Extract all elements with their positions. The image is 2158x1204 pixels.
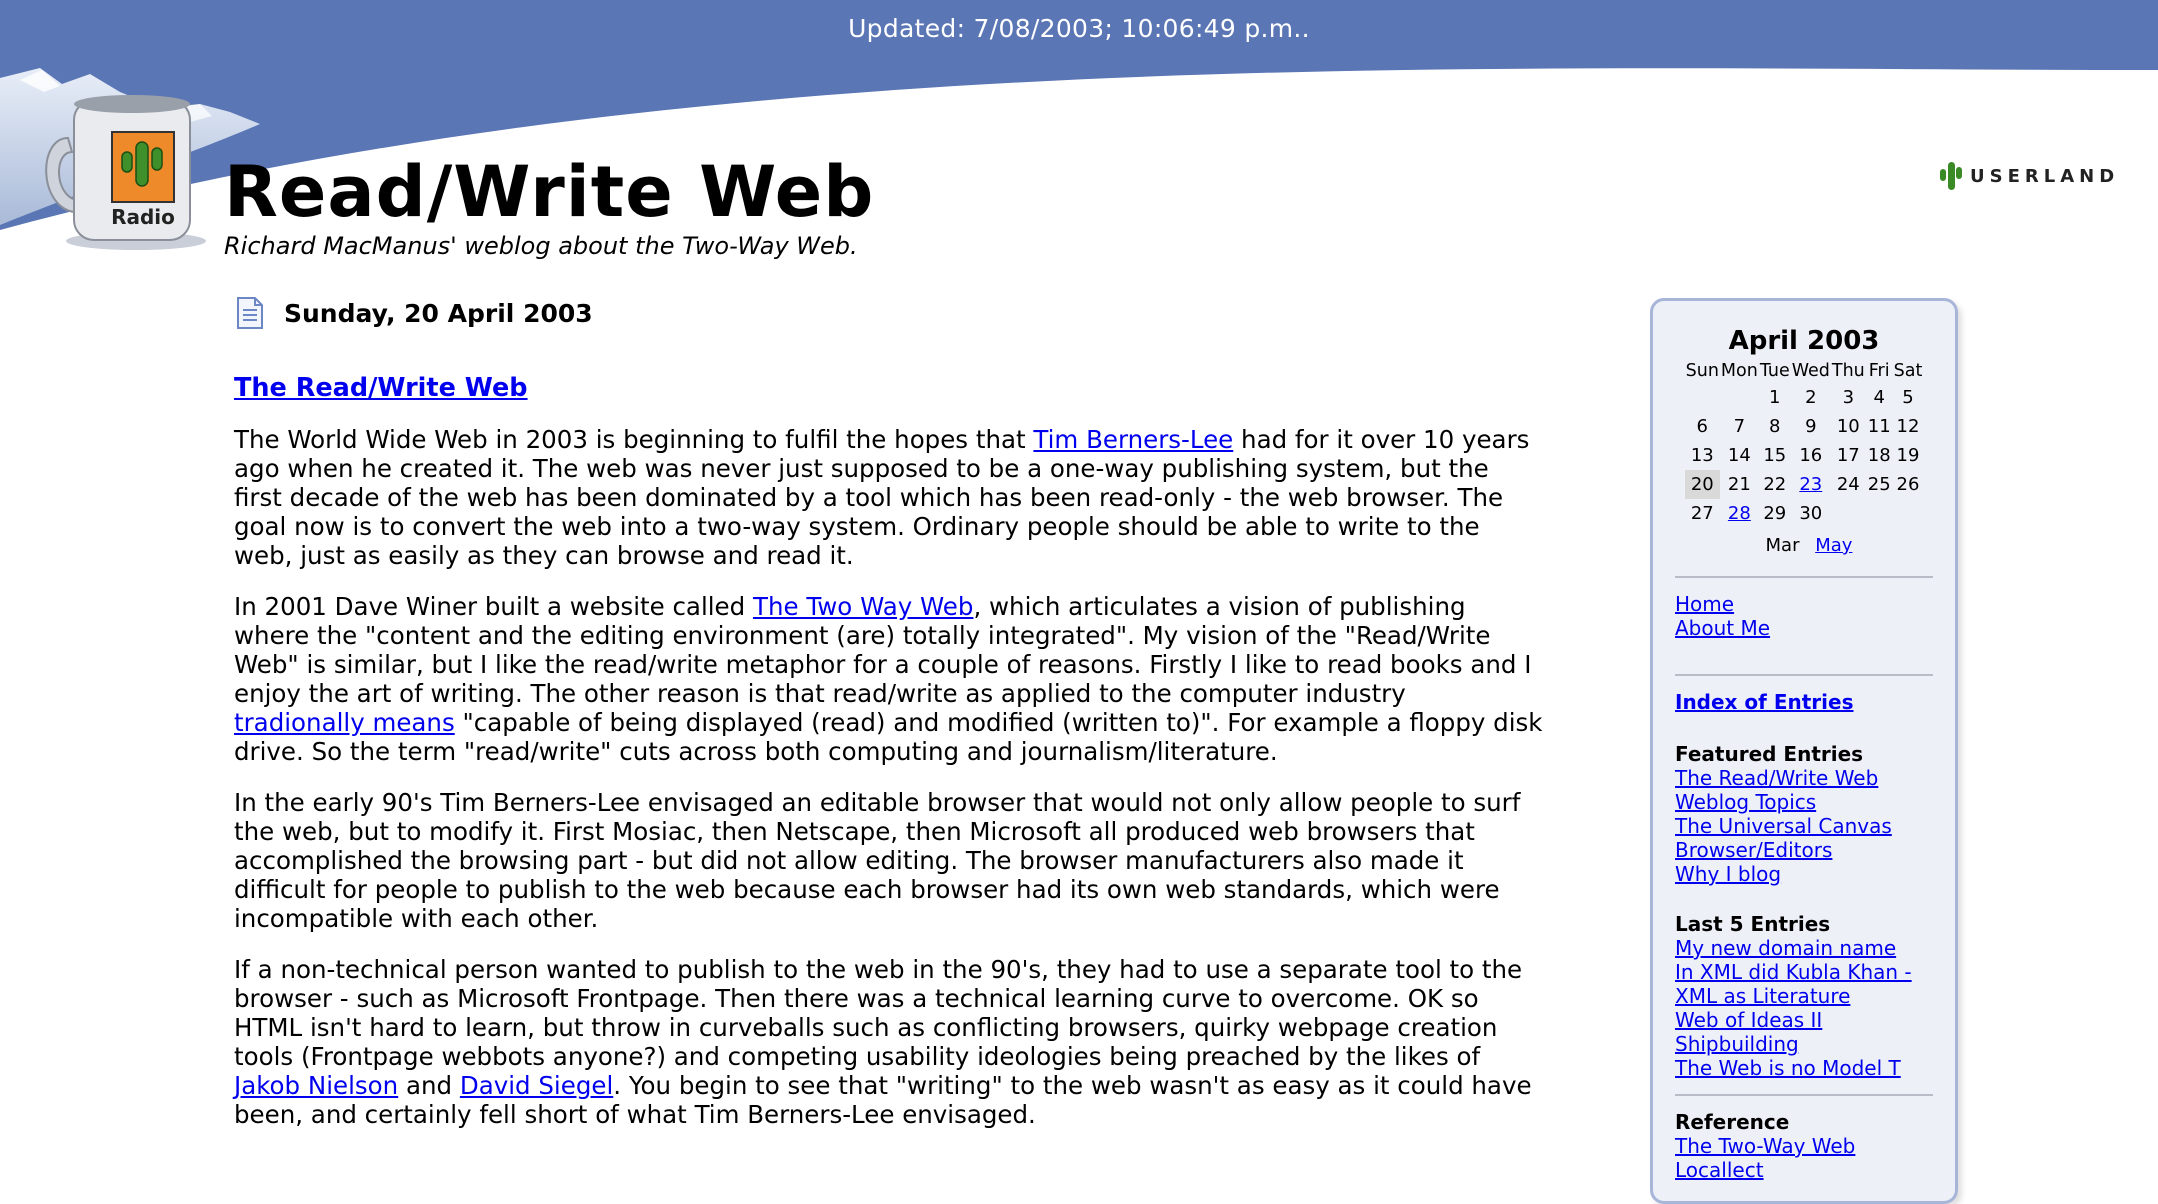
calendar-day: 4 bbox=[1873, 386, 1885, 408]
calendar-day-header: Wed bbox=[1791, 361, 1830, 381]
tim-berners-lee-link[interactable]: Tim Berners-Lee bbox=[1033, 425, 1234, 454]
calendar-day: 13 bbox=[1690, 444, 1714, 466]
sidebar-nav bbox=[1675, 592, 1933, 640]
calendar-day: 5 bbox=[1902, 386, 1914, 408]
paragraph-text: had for it over 10 years ago when he created it. The web was never just supposed to be a one-way publishing system, but the first decade of the web has been dominated by a tool which has been read-only - the web browser. The goal now is to convert the web into a two-way system. Ordinary people should be able to write to the web, just as easily as they can browse and read it. bbox=[234, 425, 1530, 570]
tradionally-means-link[interactable]: tradionally means bbox=[234, 708, 455, 737]
calendar-nav bbox=[1653, 534, 1955, 558]
jakob-nielson-link[interactable]: Jakob Nielson bbox=[234, 1071, 399, 1100]
radio-mug-logo bbox=[40, 86, 220, 256]
calendar-day: 9 bbox=[1805, 415, 1817, 437]
calendar-day: 10 bbox=[1836, 415, 1860, 437]
calendar-day: 21 bbox=[1727, 473, 1751, 495]
calendar-day-cell bbox=[1791, 470, 1831, 499]
calendar-day: 19 bbox=[1896, 444, 1920, 466]
calendar-day: 1 bbox=[1769, 386, 1781, 408]
recent-entry-link[interactable]: My new domain name bbox=[1675, 936, 1897, 960]
index-of-entries-link[interactable]: Index of Entries bbox=[1675, 690, 1854, 714]
sidebar-divider bbox=[1675, 1094, 1933, 1096]
featured-entries-heading: Featured Entries bbox=[1675, 742, 1864, 766]
calendar-day: 16 bbox=[1799, 444, 1823, 466]
updated-timestamp: Updated: 7/08/2003; 10:06:49 p.m.. bbox=[848, 14, 1310, 43]
featured-entry-link[interactable]: The Universal Canvas bbox=[1675, 814, 1892, 838]
paragraph-text: , which articulates a vision of publishing where the "content and the editing environment (are) totally integrated". My vision of the "Read/Write Web" is similar, but I like the read/write metaphor for a couple of reasons. Firstly I like to read books and I enjoy the art of writing. The other reason is that read/write as applied to the computer industry bbox=[234, 592, 1532, 708]
calendar-day: 6 bbox=[1696, 415, 1708, 437]
recent-entry-link[interactable]: In XML did Kubla Khan - XML as Literature bbox=[1675, 960, 1912, 1008]
post-title-link[interactable]: The Read/Write Web bbox=[234, 373, 528, 403]
paragraph-text: The World Wide Web in 2003 is beginning to fulfil the hopes that bbox=[234, 425, 1034, 454]
sidebar bbox=[1650, 298, 1958, 1204]
calendar-day bbox=[1866, 499, 1893, 528]
calendar-day: 27 bbox=[1690, 502, 1714, 524]
david-siegel-link[interactable]: David Siegel bbox=[459, 1071, 614, 1100]
calendar-title: April 2003 bbox=[1728, 326, 1880, 356]
calendar-day-header: Tue bbox=[1759, 361, 1790, 381]
calendar-day-header: Thu bbox=[1831, 361, 1865, 381]
cactus-icon bbox=[1938, 160, 1964, 192]
calendar-day: 11 bbox=[1867, 415, 1891, 437]
calendar-day bbox=[1893, 499, 1924, 528]
calendar-day: 14 bbox=[1727, 444, 1751, 466]
calendar-day: 7 bbox=[1733, 415, 1746, 437]
post-paragraph: In the early 90's Tim Berners-Lee envisaged an editable browser that would not only allow people to surf the web, but to modify it. First Mosiac, then Netscape, then Microsoft all produced web browsers that accomplished the browsing part - but did not allow editing. The browser manufacturers also made it difficult for people to publish to the web because each browser had its own web standards, which were incompatible with each other. bbox=[234, 788, 1521, 933]
calendar-day bbox=[1720, 383, 1759, 412]
main-content bbox=[234, 296, 1544, 1129]
reference-link[interactable]: Locallect bbox=[1675, 1158, 1764, 1182]
calendar-day: 17 bbox=[1836, 444, 1860, 466]
userland-text: USERLAND bbox=[1970, 165, 2120, 187]
calendar-day-header: Sat bbox=[1893, 361, 1923, 381]
calendar bbox=[1685, 359, 1924, 528]
calendar-day-today: 20 bbox=[1685, 470, 1720, 499]
calendar-day: 26 bbox=[1896, 473, 1920, 495]
calendar-day-cell bbox=[1720, 499, 1759, 528]
post-date-row bbox=[236, 296, 1544, 330]
reference-heading: Reference bbox=[1675, 1110, 1790, 1134]
calendar-day: 29 bbox=[1763, 502, 1787, 524]
featured-entry-link[interactable]: Weblog Topics bbox=[1675, 790, 1817, 814]
calendar-day: 18 bbox=[1867, 444, 1891, 466]
paragraph-text: . You begin to see that "writing" to the web wasn't as easy as it could have been, and certainly fell short of what Tim Berners-Lee envisaged. bbox=[234, 1071, 1532, 1129]
site-title: Read/Write Web bbox=[224, 151, 875, 233]
calendar-day: 2 bbox=[1805, 386, 1817, 408]
last-5-entries-heading: Last 5 Entries bbox=[1675, 912, 1831, 936]
featured-entry-link[interactable]: Browser/Editors bbox=[1675, 838, 1833, 862]
post-paragraph bbox=[234, 425, 1544, 570]
site-subtitle: Richard MacManus' weblog about the Two-Way Web. bbox=[224, 232, 858, 260]
paragraph-text: "capable of being displayed (read) and modified (written to)". For example a floppy disk drive. So the term "read/write" cuts across both computing and journalism/literature. bbox=[234, 708, 1543, 766]
calendar-day: 8 bbox=[1769, 415, 1781, 437]
sidebar-links bbox=[1653, 576, 1955, 1182]
calendar-day: 12 bbox=[1896, 415, 1920, 437]
calendar-day-header: Mon bbox=[1720, 361, 1758, 381]
post-paragraph bbox=[234, 592, 1544, 766]
calendar-day: 22 bbox=[1763, 473, 1787, 495]
userland-logo[interactable] bbox=[1938, 158, 2119, 194]
paragraph-text: and bbox=[398, 1071, 460, 1100]
two-way-web-link[interactable]: The Two Way Web bbox=[752, 592, 974, 621]
reference-link[interactable]: The Two-Way Web bbox=[1675, 1134, 1856, 1158]
calendar-day: 24 bbox=[1836, 473, 1860, 495]
reference-list bbox=[1675, 1134, 1933, 1182]
home-link[interactable]: Home bbox=[1675, 592, 1735, 616]
calendar-day-link[interactable]: 28 bbox=[1727, 502, 1751, 524]
calendar-day: 30 bbox=[1799, 502, 1823, 524]
calendar-day: 3 bbox=[1842, 386, 1855, 408]
paragraph-text: In 2001 Dave Winer built a website called bbox=[234, 592, 753, 621]
recent-entry-link[interactable]: The Web is no Model T bbox=[1675, 1056, 1901, 1080]
last-5-entries-list bbox=[1675, 936, 1933, 1080]
recent-entry-link[interactable]: Shipbuilding bbox=[1675, 1032, 1799, 1056]
recent-entry-link[interactable]: Web of Ideas II bbox=[1675, 1008, 1823, 1032]
calendar-day: 15 bbox=[1763, 444, 1787, 466]
featured-entry-link[interactable]: Why I blog bbox=[1675, 862, 1782, 886]
document-icon bbox=[236, 296, 264, 330]
mug-label: Radio bbox=[111, 205, 175, 229]
calendar-prev-month: Mar bbox=[1765, 535, 1800, 556]
calendar-day bbox=[1685, 383, 1720, 412]
sidebar-divider bbox=[1675, 576, 1933, 578]
featured-entry-link[interactable]: The Read/Write Web bbox=[1675, 766, 1879, 790]
calendar-day-link[interactable]: 23 bbox=[1799, 473, 1823, 495]
sidebar-divider bbox=[1675, 674, 1933, 676]
post-date: Sunday, 20 April 2003 bbox=[284, 298, 593, 328]
calendar-day-header: Fri bbox=[1868, 361, 1890, 381]
calendar-day bbox=[1831, 499, 1866, 528]
calendar-day-header: Sun bbox=[1685, 361, 1719, 381]
about-me-link[interactable]: About Me bbox=[1675, 616, 1771, 640]
calendar-next-month-link[interactable]: May bbox=[1815, 535, 1853, 556]
post-paragraph bbox=[234, 955, 1544, 1129]
paragraph-text: If a non-technical person wanted to publish to the web in the 90's, they had to use a separate tool to the browser - such as Microsoft Frontpage. Then there was a technical learning curve to overcome. OK so HTML isn't hard to learn, but throw in curveballs such as conflicting browsers, quirky webpage creation tools (Frontpage webbots anyone?) and competing usability ideologies being preached by the likes of bbox=[234, 955, 1523, 1071]
featured-entries-list bbox=[1675, 766, 1933, 886]
calendar-day: 25 bbox=[1867, 473, 1891, 495]
